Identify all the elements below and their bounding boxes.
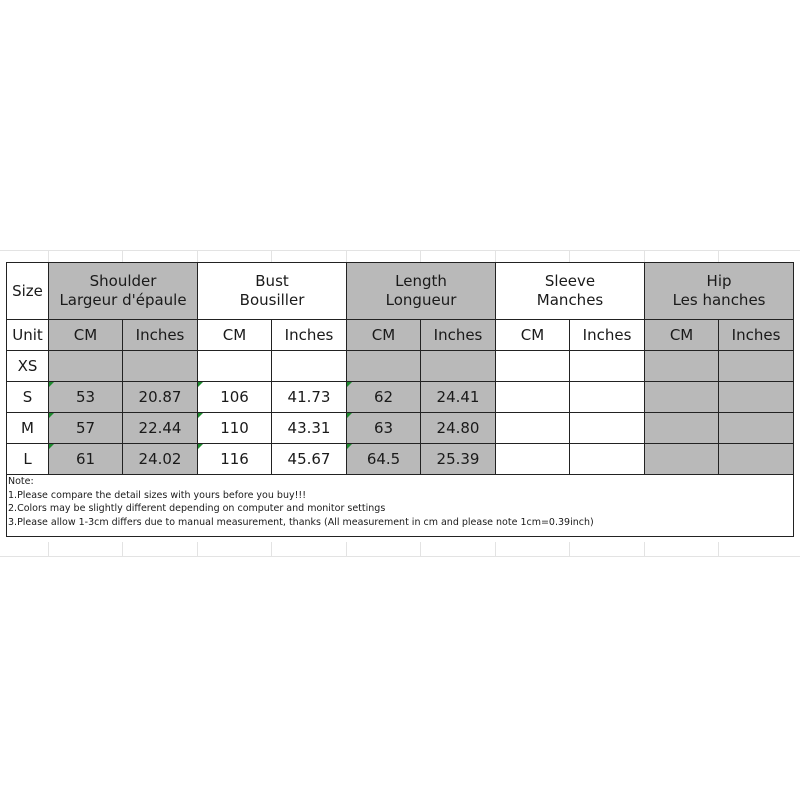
table-cell bbox=[347, 351, 421, 382]
size-label: L bbox=[7, 444, 49, 475]
size-chart bbox=[6, 262, 793, 537]
bust-header bbox=[198, 263, 347, 320]
sleeve-header-fr: Manches bbox=[536, 291, 604, 309]
bust-header-en: Bust bbox=[255, 272, 289, 290]
unit-cell: Inches bbox=[421, 320, 496, 351]
table-cell bbox=[496, 444, 570, 475]
table-cell: 45.67 bbox=[272, 444, 347, 475]
shoulder-header-en: Shoulder bbox=[89, 272, 157, 290]
unit-row bbox=[7, 320, 794, 351]
table-cell: 64.5 bbox=[347, 444, 421, 475]
unit-cell: Inches bbox=[719, 320, 794, 351]
unit-cell: CM bbox=[49, 320, 123, 351]
header-row bbox=[7, 263, 794, 320]
hip-header-en: Hip bbox=[706, 272, 732, 290]
table-cell bbox=[198, 351, 272, 382]
table-cell bbox=[570, 444, 645, 475]
size-label: XS bbox=[7, 351, 49, 382]
notes-box bbox=[6, 475, 794, 537]
note-line: 2.Colors may be slightly different depending on computer and monitor settings bbox=[8, 503, 386, 514]
note-line: 3.Please allow 1-3cm differs due to manual measurement, thanks (All measurement in cm and please note 1cm=0.39inch) bbox=[8, 516, 594, 528]
length-header-en: Length bbox=[395, 272, 447, 290]
table-cell: 61 bbox=[49, 444, 123, 475]
table-cell bbox=[645, 444, 719, 475]
table-cell: 22.44 bbox=[123, 413, 198, 444]
table-cell bbox=[645, 382, 719, 413]
table-cell: 53 bbox=[49, 382, 123, 413]
table-cell: 24.80 bbox=[421, 413, 496, 444]
unit-cell: Inches bbox=[272, 320, 347, 351]
note-line: 1.Please compare the detail sizes with yours before you buy!!! bbox=[8, 489, 307, 501]
table-cell bbox=[49, 351, 123, 382]
bust-header-fr: Bousiller bbox=[239, 291, 305, 309]
length-header-fr: Longueur bbox=[385, 291, 457, 309]
table-cell: 41.73 bbox=[272, 382, 347, 413]
size-table bbox=[6, 262, 794, 475]
table-cell bbox=[123, 351, 198, 382]
table-cell bbox=[272, 351, 347, 382]
note-heading: Note: bbox=[8, 476, 34, 487]
table-cell bbox=[496, 413, 570, 444]
unit-cell: Inches bbox=[123, 320, 198, 351]
size-header: Size bbox=[7, 263, 49, 320]
table-cell bbox=[496, 351, 570, 382]
unit-cell: Inches bbox=[570, 320, 645, 351]
table-row-m bbox=[7, 413, 794, 444]
table-cell: 43.31 bbox=[272, 413, 347, 444]
table-cell bbox=[496, 382, 570, 413]
table-cell bbox=[570, 382, 645, 413]
table-cell: 24.41 bbox=[421, 382, 496, 413]
table-cell: 57 bbox=[49, 413, 123, 444]
shoulder-header bbox=[49, 263, 198, 320]
length-header bbox=[347, 263, 496, 320]
table-cell bbox=[719, 444, 794, 475]
hip-header bbox=[645, 263, 794, 320]
table-cell: 25.39 bbox=[421, 444, 496, 475]
table-cell bbox=[719, 382, 794, 413]
table-row-xs bbox=[7, 351, 794, 382]
table-cell: 24.02 bbox=[123, 444, 198, 475]
unit-cell: CM bbox=[198, 320, 272, 351]
table-cell: 62 bbox=[347, 382, 421, 413]
table-row-l bbox=[7, 444, 794, 475]
table-row-s bbox=[7, 382, 794, 413]
table-cell bbox=[421, 351, 496, 382]
size-label: S bbox=[7, 382, 49, 413]
table-cell bbox=[719, 413, 794, 444]
table-cell: 106 bbox=[198, 382, 272, 413]
sleeve-header bbox=[496, 263, 645, 320]
table-cell: 63 bbox=[347, 413, 421, 444]
sleeve-header-en: Sleeve bbox=[544, 272, 596, 290]
table-cell bbox=[719, 351, 794, 382]
table-cell bbox=[570, 413, 645, 444]
table-cell bbox=[645, 413, 719, 444]
size-label: M bbox=[7, 413, 49, 444]
table-cell: 20.87 bbox=[123, 382, 198, 413]
table-cell: 110 bbox=[198, 413, 272, 444]
unit-cell: CM bbox=[645, 320, 719, 351]
unit-label: Unit bbox=[7, 320, 49, 351]
shoulder-header-fr: Largeur d'épaule bbox=[59, 291, 187, 309]
hip-header-fr: Les hanches bbox=[672, 291, 766, 309]
unit-cell: CM bbox=[347, 320, 421, 351]
table-cell: 116 bbox=[198, 444, 272, 475]
table-cell bbox=[645, 351, 719, 382]
table-cell bbox=[570, 351, 645, 382]
unit-cell: CM bbox=[496, 320, 570, 351]
